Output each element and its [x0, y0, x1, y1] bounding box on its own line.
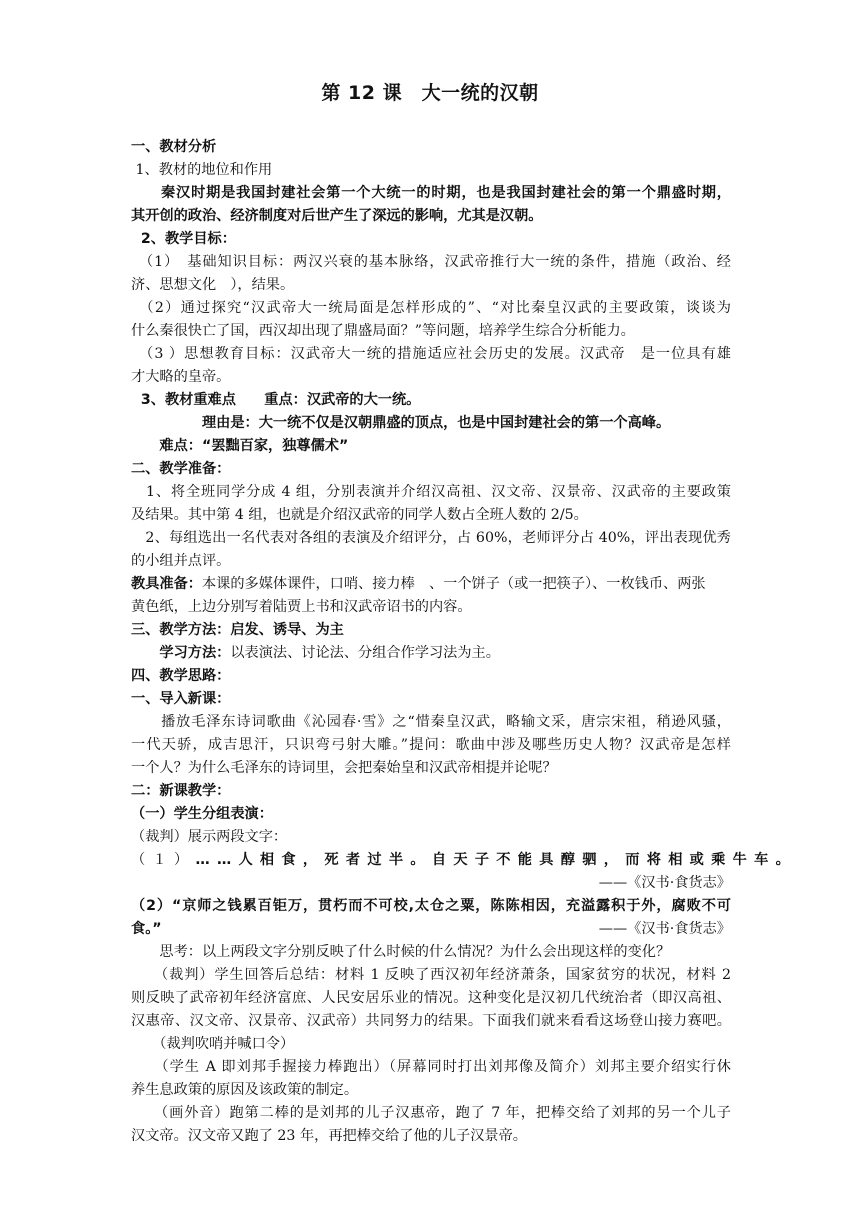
quote-one: （１）……人相食，死者过半。自天子不能具醇驷，而将相或乘牛车。	[131, 852, 798, 868]
paragraph-line: 黄色纸，上边分别写着陆贾上书和汉武帝诏书的内容。	[131, 599, 472, 615]
quote-two: （2）“京师之钱累百钜万，贯朽而不可校,太仓之粟，陈陈相因，充溢露积于外，腐败不可	[131, 898, 731, 914]
paragraph-line: 养生息政策的原因及该政策的制定。	[131, 1082, 359, 1098]
paragraph-line: 教具准备：本课的多媒体课件，口哨、接力棒 、一个饼子（或一把筷子）、一枚钱币、两张	[131, 576, 706, 592]
subheading-position: 1、教材的地位和作用	[131, 162, 273, 178]
paragraph-line: 理由是：大一统不仅是汉朝鼎盛的顶点，也是中国封建社会的第一个高峰。	[131, 415, 671, 431]
paragraph-line: 1、将全班同学分成 4 组，分别表演并介绍汉高祖、汉文帝、汉景帝、汉武帝的主要政策	[131, 484, 731, 500]
paragraph-line: （2）通过探究“汉武帝大一统局面是怎样形成的”、“对比秦皇汉武的主要政策，谈谈为	[131, 300, 731, 316]
paragraph-line: 其开创的政治、经济制度对后世产生了深远的影响，尤其是汉朝。	[131, 208, 543, 224]
label-learning-methods: 学习方法：	[131, 645, 231, 661]
paragraph-line: 秦汉时期是我国封建社会第一个大统一的时期，也是我国封建社会的第一个鼎盛时期，	[131, 185, 731, 201]
heading-methods: 三、教学方法：启发、诱导、为主	[131, 622, 344, 638]
paragraph-line: （裁判）展示两段文字：	[131, 829, 288, 845]
paragraph-line: 及结果。其中第 4 组，也就是介绍汉武帝的同学人数占全班人数的 2/5。	[131, 507, 588, 523]
quote-source: ——《汉书·食货志》	[598, 921, 731, 937]
heading-approach: 四、教学思路：	[131, 668, 231, 684]
subheading-goals: 2、教学目标：	[131, 231, 236, 247]
heading-new-lesson: 二：新课教学：	[131, 783, 231, 799]
paragraph-line: （裁判）学生回答后总结：材料 1 反映了西汉初年经济萧条，国家贫穷的状况，材料 2	[131, 967, 731, 983]
paragraph-line: 济、思想文化 ），结果。	[131, 277, 295, 293]
paragraph-line: （3 ）思想教育目标：汉武帝大一统的措施适应社会历史的发展。汉武帝 是一位具有雄	[131, 346, 731, 362]
paragraph-line: （1） 基础知识目标：两汉兴衰的基本脉络，汉武帝推行大一统的条件，措施（政治、经	[131, 254, 731, 270]
paragraph-line: （裁判吹哨并喊口令）	[131, 1036, 295, 1052]
page-title: 第 12 课 大一统的汉朝	[321, 82, 539, 104]
paragraph-line: 学习方法：以表演法、讨论法、分组合作学习法为主。	[131, 645, 500, 661]
heading-preparation: 二、教学准备：	[131, 461, 231, 477]
paragraph-line: 什么秦很快亡了国，西汉却出现了鼎盛局面？”等问题，培养学生综合分析能力。	[131, 323, 635, 339]
paragraph-line: 难点：“罢黜百家，独尊儒术”	[131, 438, 349, 454]
paragraph-line: 才大略的皇帝。	[131, 369, 231, 385]
paragraph-line: 则反映了武帝初年经济富庶、人民安居乐业的情况。这种变化是汉初几代统治者（即汉高祖、	[131, 990, 731, 1006]
paragraph-line: 的小组并点评。	[131, 553, 231, 569]
paragraph-line: 汉惠帝、汉文帝、汉景帝、汉武帝）共同努力的结果。下面我们就来看看这场登山接力赛吧。	[131, 1013, 731, 1029]
quote-source: ——《汉书·食货志》	[598, 875, 731, 891]
quote-two-end: 食。”	[131, 921, 162, 937]
paragraph-line: （学生 A 即刘邦手握接力棒跑出）（屏幕同时打出刘邦像及简介）刘邦主要介绍实行休	[131, 1059, 731, 1075]
paragraph-line: 一代天骄，成吉思汗，只识弯弓射大雕。”提问：歌曲中涉及哪些历史人物？汉武帝是怎样	[131, 737, 731, 753]
heading-introduction: 一、导入新课：	[131, 691, 231, 707]
heading-group-performance: （一）学生分组表演：	[131, 806, 273, 822]
paragraph-line: 2、每组选出一名代表对各组的表演及介绍评分，占 60%，老师评分占 40%，评出表现优秀	[131, 530, 731, 546]
heading-textbook-analysis: 一、教材分析	[131, 139, 217, 155]
subheading-key-points: 3、教材重难点 重点：汉武帝的大一统。	[131, 392, 421, 408]
label-teaching-aids: 教具准备：	[131, 576, 202, 592]
paragraph-line: 思考：以上两段文字分别反映了什么时候的什么情况？为什么会出现这样的变化？	[131, 944, 671, 960]
paragraph-line: 播放毛泽东诗词歌曲《沁园春·雪》之“惜秦皇汉武，略输文采，唐宗宋祖，稍逊风骚，	[131, 714, 731, 730]
paragraph-line: 汉文帝。汉文帝又跑了 23 年，再把棒交给了他的儿子汉景帝。	[131, 1128, 527, 1144]
paragraph-line: 一个人？为什么毛泽东的诗词里，会把秦始皇和汉武帝相提并论呢？	[131, 760, 557, 776]
paragraph-line: （画外音）跑第二棒的是刘邦的儿子汉惠帝，跑了 7 年，把棒交给了刘邦的另一个儿子	[131, 1105, 731, 1121]
